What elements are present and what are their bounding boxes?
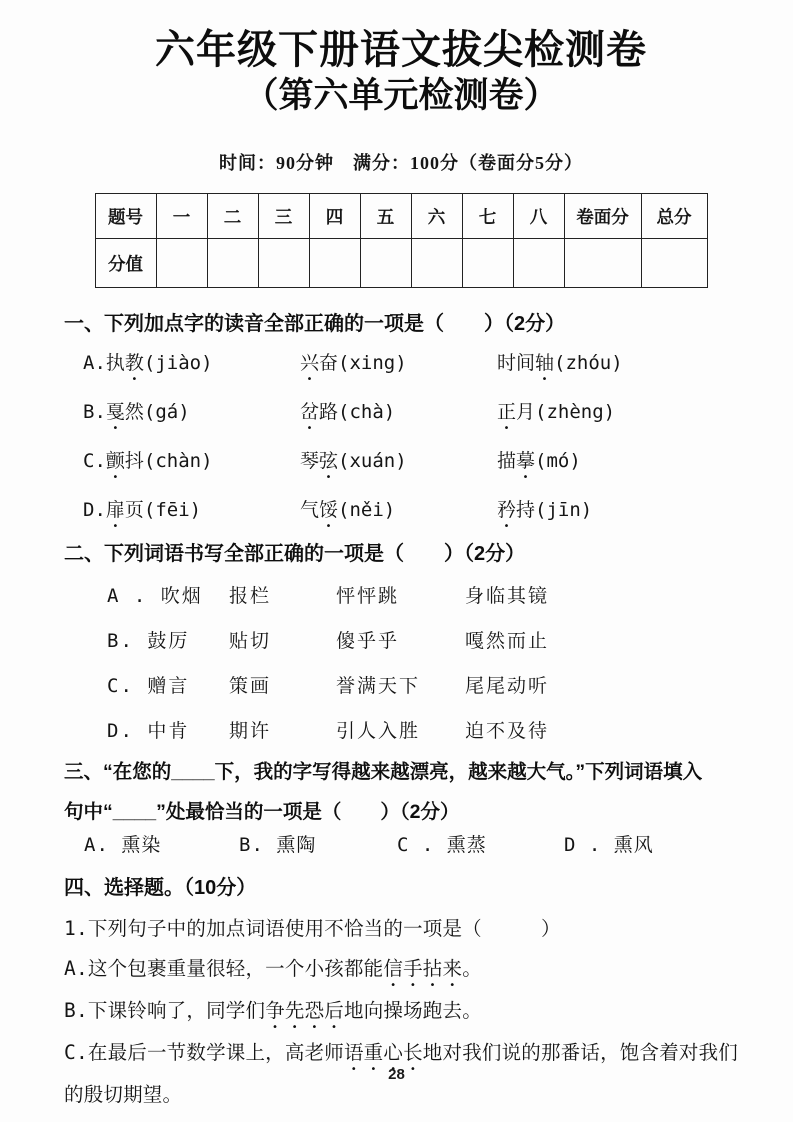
q4-option-a: A.这个包裹重量很轻，一个小孩都能信手拈来。 — [64, 957, 482, 980]
score-table-header-cell: 二 — [207, 194, 258, 239]
q2-option-b-word3: 傻乎乎 — [336, 630, 400, 652]
score-input-cell — [360, 239, 411, 288]
score-table-header-cell: 七 — [462, 194, 513, 239]
q1-option-d-word1: D.扉页(fēi) — [83, 499, 202, 521]
score-input-cell — [513, 239, 564, 288]
q1-option-b-word2: 岔路(chà) — [300, 401, 396, 423]
q1-option-b-word3: 正月(zhèng) — [497, 401, 616, 423]
q2-option-a-word1: A . 吹烟 — [107, 585, 203, 607]
section-one-heading: 一、下列加点字的读音全部正确的一项是（ ）（2分） — [64, 313, 566, 335]
score-row-label: 分值 — [95, 239, 156, 288]
q2-option-b-word1: B. 鼓厉 — [107, 630, 190, 652]
q2-option-d-word4: 迫不及待 — [465, 720, 550, 742]
score-table-header-cell: 六 — [411, 194, 462, 239]
q2-option-b-word2: 贴切 — [229, 630, 272, 652]
page-subtitle: （第六单元检测卷） — [243, 76, 559, 115]
q4-body — [64, 909, 738, 1115]
q3-option-a: A. 熏染 — [84, 834, 162, 856]
score-table-header-cell: 题号 — [95, 194, 156, 239]
q1-option-a-word2: 兴奋(xing) — [300, 352, 407, 374]
q1-option-c-word1: C.颤抖(chàn) — [83, 450, 213, 472]
exam-info: 时间：90分钟 满分：100分（卷面分5分） — [219, 153, 583, 173]
section-four-heading: 四、选择题。（10分） — [64, 877, 257, 899]
section-three-heading-line1: 三、“在您的____下，我的字写得越来越漂亮，越来越大气。”下列词语填入 — [64, 761, 703, 783]
score-input-cell — [258, 239, 309, 288]
q2-options — [107, 583, 738, 744]
score-input-cell — [462, 239, 513, 288]
score-table-header-row — [95, 194, 707, 239]
section-three-heading-line2: 句中“____”处最恰当的一项是（ ）（2分） — [64, 801, 460, 823]
q2-option-d-word2: 期许 — [229, 720, 272, 742]
q3-option-b: B. 熏陶 — [239, 834, 317, 856]
score-table-header-cell: 五 — [360, 194, 411, 239]
score-table-header-cell: 三 — [258, 194, 309, 239]
page-number: 28 — [388, 1066, 405, 1083]
q2-option-c-word1: C. 赠言 — [107, 675, 190, 697]
score-input-cell — [411, 239, 462, 288]
q2-option-c-word3: 誉满天下 — [336, 675, 421, 697]
q2-option-d-word1: D. 中肯 — [107, 720, 190, 742]
q2-option-c-word2: 策画 — [229, 675, 272, 697]
q2-option-d-word3: 引人入胜 — [336, 720, 421, 742]
score-table-header-cell: 卷面分 — [564, 194, 641, 239]
q1-option-c-word3: 描摹(mó) — [497, 450, 581, 472]
q3-option-c: C . 熏蒸 — [397, 834, 487, 856]
score-input-cell — [641, 239, 707, 288]
score-table-header-cell: 八 — [513, 194, 564, 239]
q1-option-c-word2: 琴弦(xuán) — [300, 450, 407, 472]
score-table-value-row — [95, 239, 707, 288]
q2-option-c-word4: 尾尾动听 — [465, 675, 550, 697]
score-table-header-cell: 一 — [156, 194, 207, 239]
q3-options — [84, 832, 738, 858]
q2-option-a-word4: 身临其镜 — [465, 585, 550, 607]
score-table-header-cell: 总分 — [641, 194, 707, 239]
score-table-header-cell: 四 — [309, 194, 360, 239]
score-input-cell — [156, 239, 207, 288]
score-table — [95, 193, 708, 288]
q4-option-c: C.在最后一节数学课上，高老师语重心长地对我们说的那番话，饱含着对我们的殷切期望。 — [64, 1041, 738, 1106]
score-input-cell — [207, 239, 258, 288]
q1-option-b-word1: B.戛然(gá) — [83, 401, 190, 423]
q1-option-d-word3: 矜持(jīn) — [497, 499, 593, 521]
score-input-cell — [309, 239, 360, 288]
q2-option-a-word3: 怦怦跳 — [336, 585, 400, 607]
q1-option-d-word2: 气馁(něi) — [300, 499, 396, 521]
q1-option-a-word1: A.执教(jiào) — [83, 352, 213, 374]
q4-question-1: 1.下列句子中的加点词语使用不恰当的一项是（ ） — [64, 917, 561, 940]
score-input-cell — [564, 239, 641, 288]
q1-option-a-word3: 时间轴(zhóu) — [497, 352, 623, 374]
page-title: 六年级下册语文拔尖检测卷 — [155, 28, 647, 72]
q3-option-d: D . 熏风 — [564, 834, 654, 856]
section-two-heading: 二、下列词语书写全部正确的一项是（ ）（2分） — [64, 543, 526, 565]
q2-option-a-word2: 报栏 — [229, 585, 272, 607]
q2-option-b-word4: 嘎然而止 — [465, 630, 550, 652]
q4-option-b: B.下课铃响了，同学们争先恐后地向操场跑去。 — [64, 999, 482, 1022]
q1-options — [83, 350, 738, 532]
